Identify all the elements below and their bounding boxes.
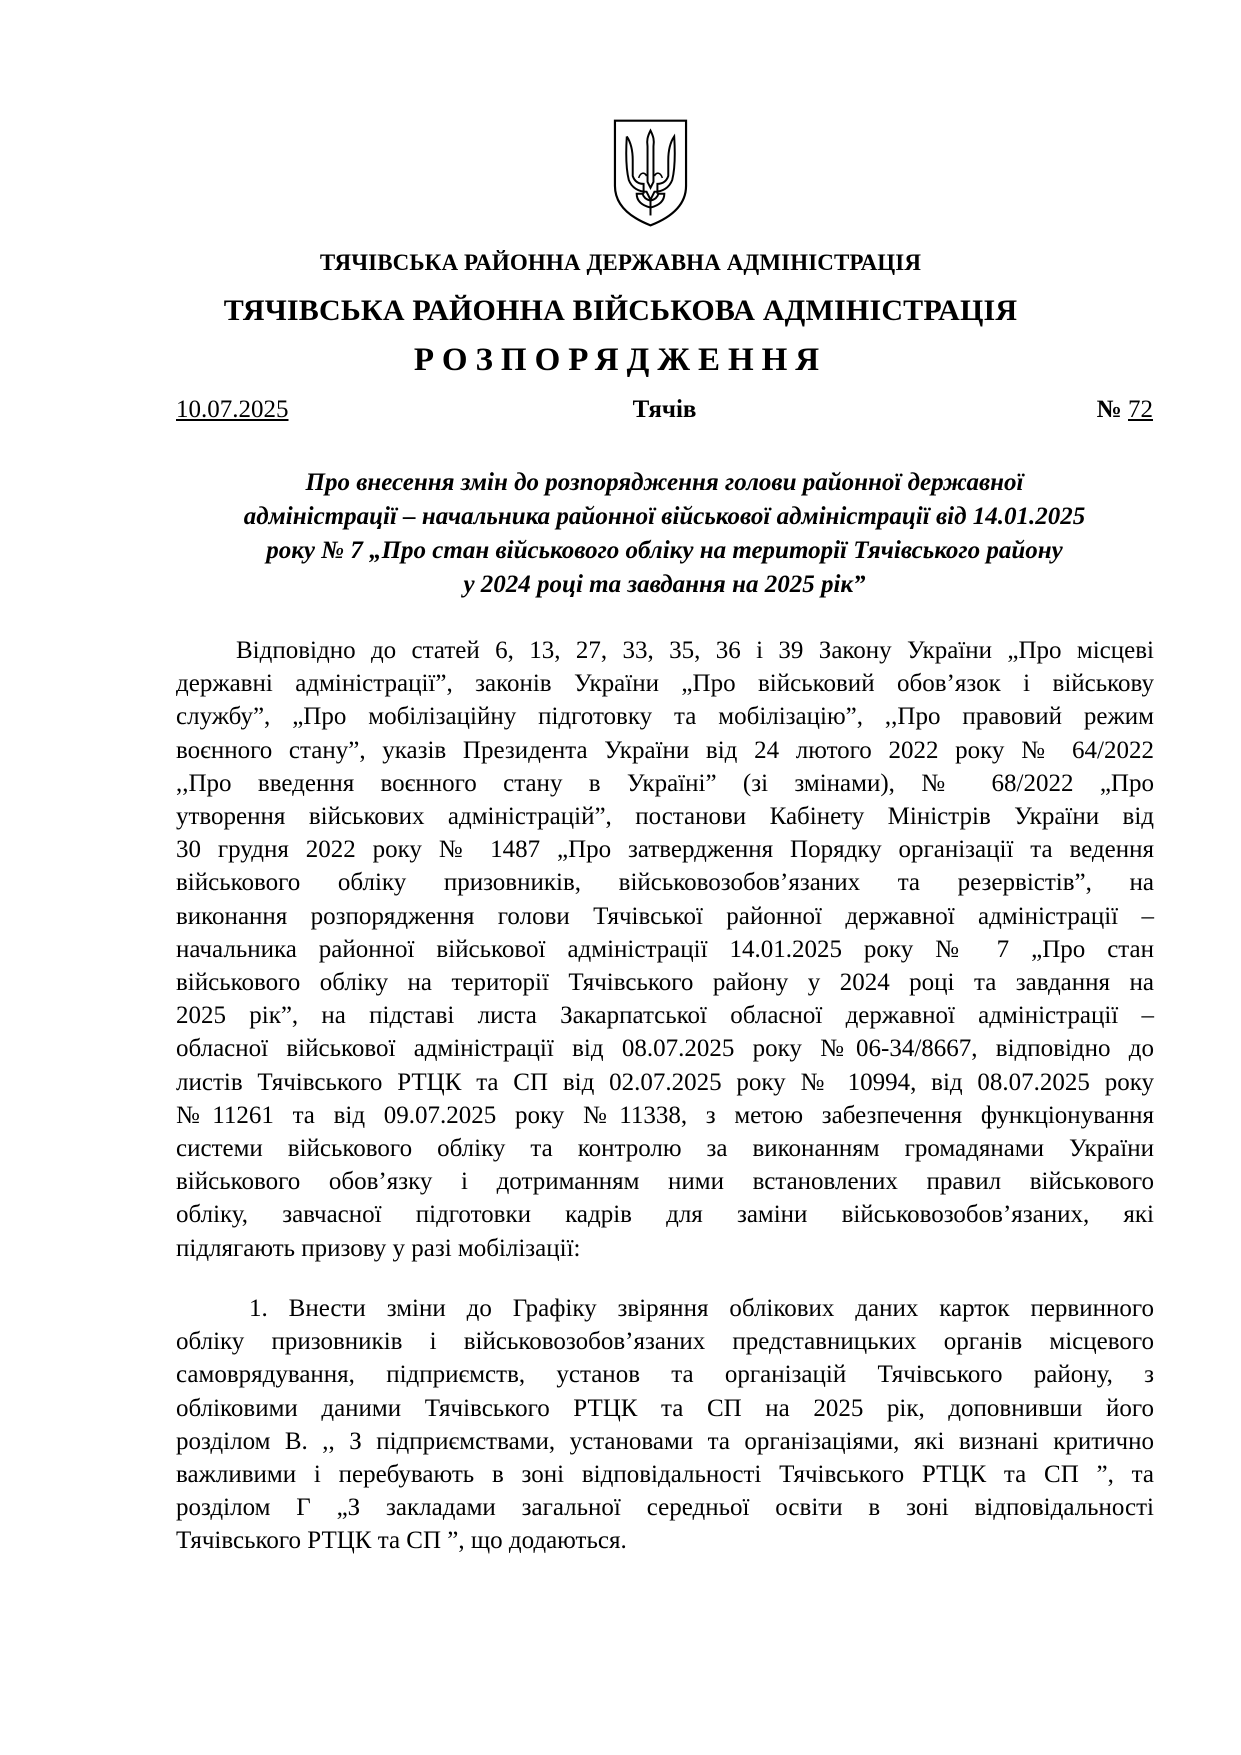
preamble-line: утворення військових адміністрацій”, постанови Кабінету Міністрів України від xyxy=(176,803,1154,831)
document-number xyxy=(1097,396,1153,424)
trident-coat-of-arms-icon xyxy=(611,116,690,230)
preamble-line: виконання розпорядження голови Тячівської районної державної адміністрації – xyxy=(176,902,1154,930)
subject-line: адміністрації – начальника районної військової адміністрації від 14.01.2025 xyxy=(243,503,1086,530)
preamble-line: листів Тячівського РТЦК та СП від 02.07.2025 року № 10994, від 08.07.2025 року xyxy=(176,1068,1154,1096)
preamble-line: 30 грудня 2022 року № 1487 „Про затвердження Порядку організації та ведення xyxy=(176,836,1154,864)
document-date: 10.07.2025 xyxy=(176,396,289,423)
preamble-paragraph xyxy=(176,634,1154,1265)
preamble-line: обласної військової адміністрації від 08.07.2025 року №06-34/8667, відповідно до xyxy=(176,1035,1154,1063)
item-line: Тячівського РТЦК та СП ”, що додаються. xyxy=(176,1527,627,1555)
subject-line: року № 7 „Про стан військового обліку на території Тячівського району xyxy=(266,537,1063,564)
preamble-line: обліку, завчасної підготовки кадрів для заміни військовозобов’язаних, які xyxy=(176,1201,1154,1229)
document-type-title: РОЗПОРЯДЖЕННЯ xyxy=(413,342,828,378)
preamble-line: системи військового обліку та контролю за виконанням громадянами України xyxy=(176,1135,1154,1163)
preamble-line: військового обліку на території Тячівського району у 2024 році та завдання на xyxy=(176,969,1154,997)
preamble-line: підлягають призову у разі мобілізації: xyxy=(176,1234,581,1262)
item-line: обліку призовників і військовозобов’язаних представницьких органів місцевого xyxy=(176,1328,1154,1356)
preamble-line: військового обов’язку і дотриманням ними встановлених правил військового xyxy=(176,1168,1154,1196)
number-value: 72 xyxy=(1128,396,1153,423)
document-subject xyxy=(176,466,1153,602)
preamble-line: 2025 рік”, на підставі листа Закарпатської обласної державної адміністрації – xyxy=(176,1002,1154,1030)
organization-name-state-administration: ТЯЧІВСЬКА РАЙОННА ДЕРЖАВНА АДМІНІСТРАЦІЯ xyxy=(319,250,922,275)
item-line: розділом В. ,, З підприємствами, установами та організаціями, які визнані критично xyxy=(176,1427,1154,1455)
preamble-line: начальника районної військової адміністрації 14.01.2025 року № 7 „Про стан xyxy=(176,935,1154,963)
subject-line: у 2024 році та завдання на 2025 рік” xyxy=(463,571,866,598)
document-meta-row xyxy=(176,396,1153,432)
preamble-line: службу”, „Про мобілізаційну підготовку та мобілізацію”, ,,Про правовий режим xyxy=(176,703,1154,731)
item-line: важливими і перебувають в зоні відповідальності Тячівського РТЦК та СП ”, та xyxy=(176,1461,1154,1489)
preamble-line: військового обліку призовників, військовозобов’язаних та резервістів”, на xyxy=(176,869,1154,897)
preamble-line: воєнного стану”, указів Президента України від 24 лютого 2022 року № 64/2022 xyxy=(176,736,1154,764)
item-line: обліковими даними Тячівського РТЦК та СП на 2025 рік, доповнивши його xyxy=(176,1394,1154,1422)
item-line: самоврядування, підприємств, установ та організацій Тячівського району, з xyxy=(176,1361,1154,1389)
item-line: 1. Внести зміни до Графіку звіряння облікових даних карток первинного xyxy=(249,1295,1154,1322)
document-place: Тячів xyxy=(632,396,697,423)
number-sign: № xyxy=(1096,396,1122,423)
order-item-1 xyxy=(176,1292,1154,1558)
preamble-line: ,,Про введення воєнного стану в Україні” (зі змінами), № 68/2022 „Про xyxy=(176,769,1154,797)
preamble-line: Відповідно до статей 6, 13, 27, 33, 35, 36 і 39 Закону України „Про місцеві xyxy=(236,637,1154,664)
preamble-line: державні адміністрації”, законів України „Про військовий обов’язок і військову xyxy=(176,670,1154,698)
subject-line: Про внесення змін до розпорядження голови районної державної xyxy=(305,469,1024,496)
preamble-line: №11261 та від 09.07.2025 року №11338, з метою забезпечення функціонування xyxy=(176,1101,1154,1129)
item-line: розділом Г „З закладами загальної середньої освіти в зоні відповідальності xyxy=(176,1494,1154,1522)
organization-name-military-administration: ТЯЧІВСЬКА РАЙОННА ВІЙСЬКОВА АДМІНІСТРАЦІЯ xyxy=(223,294,1018,327)
